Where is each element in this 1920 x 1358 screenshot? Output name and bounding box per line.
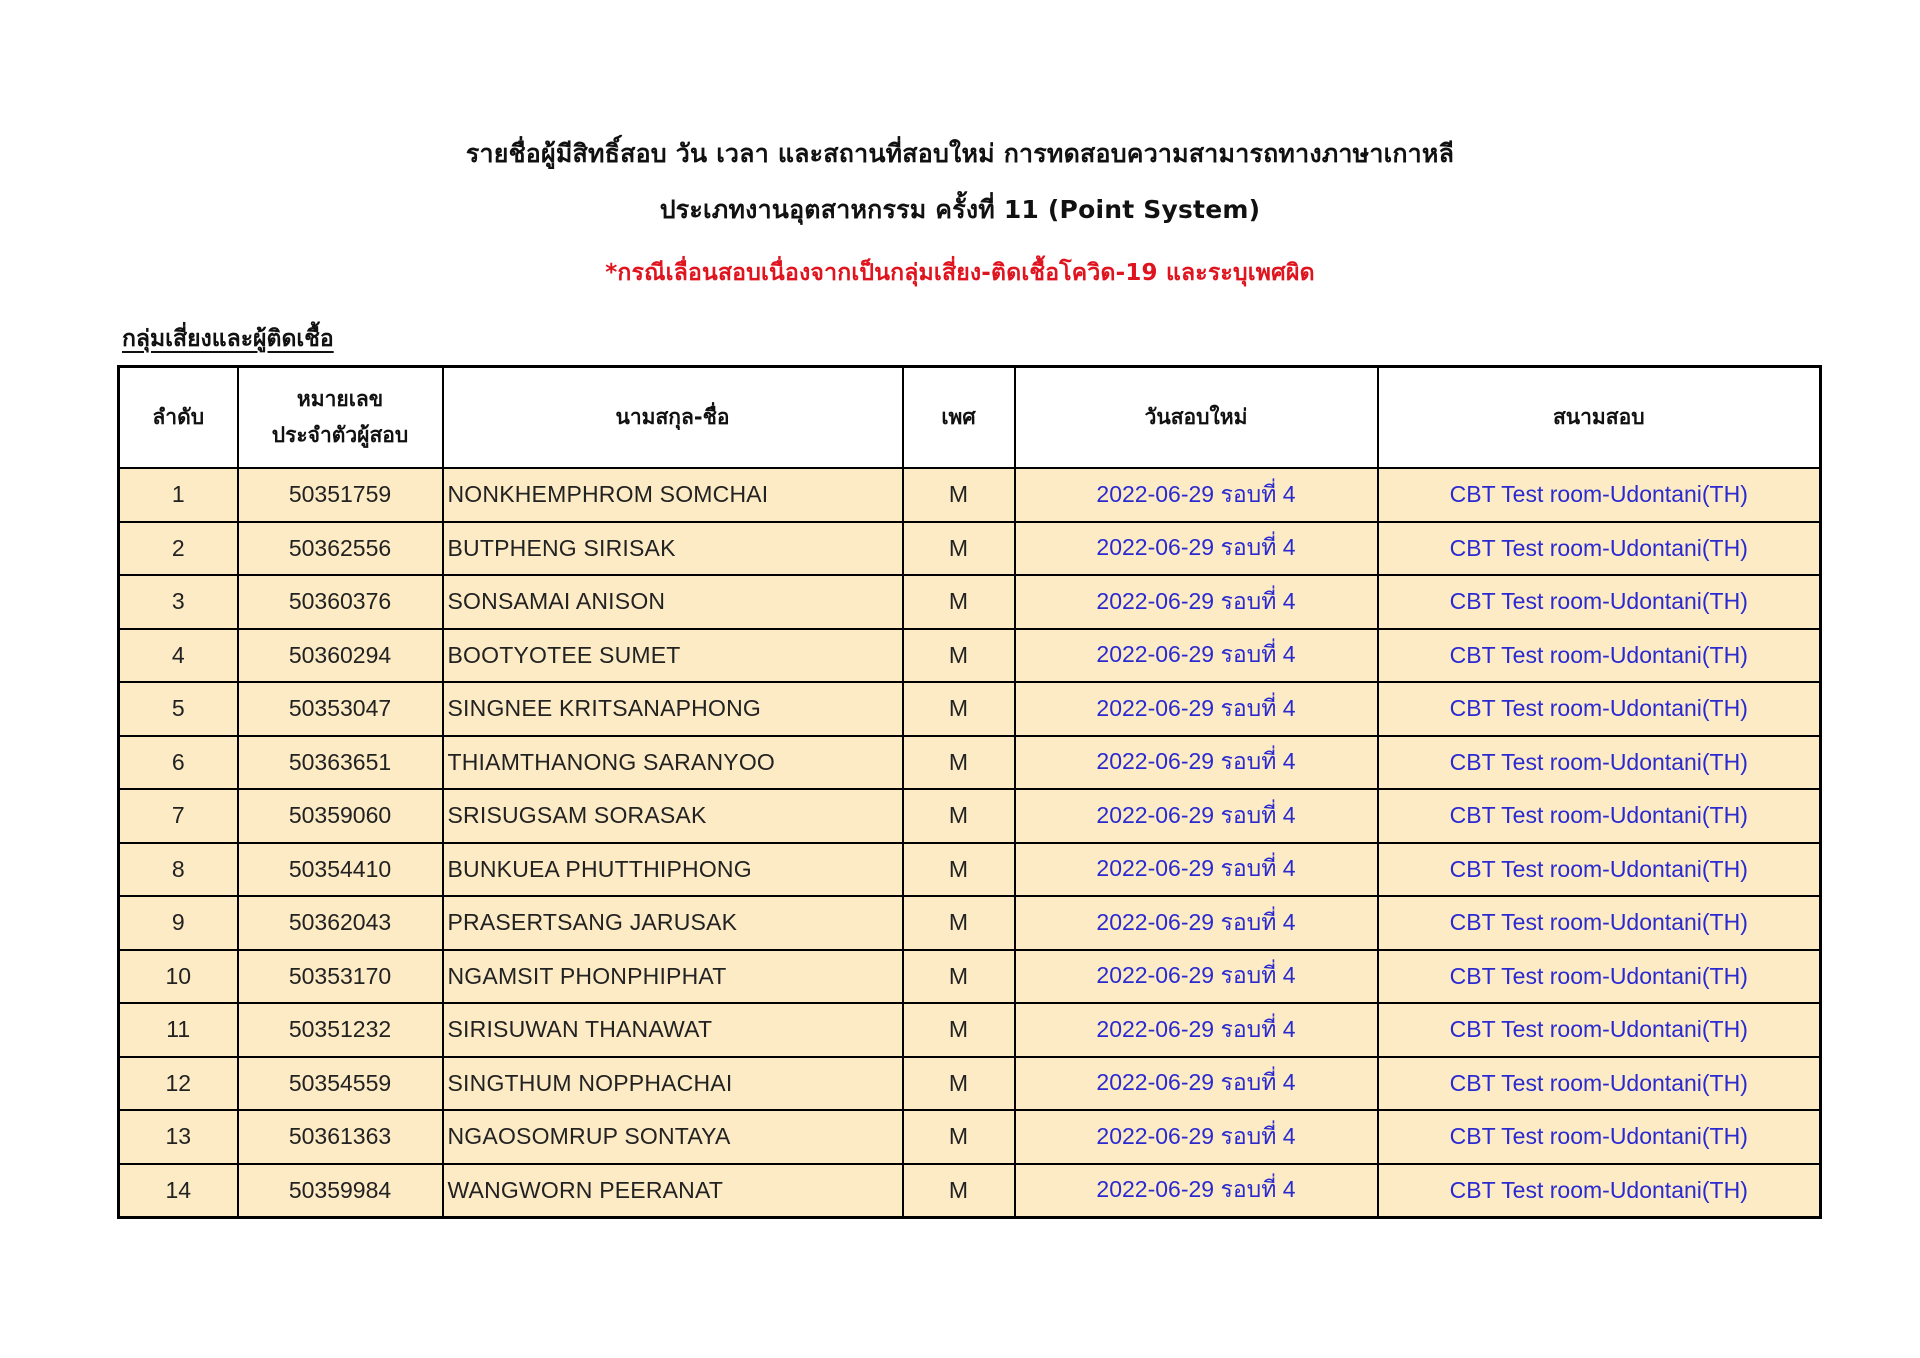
group-label: กลุ่มเสี่ยงและผู้ติดเชื้อ (122, 326, 334, 352)
table-row (119, 789, 1821, 843)
col-header-new-date: วันสอบใหม่ (1015, 367, 1378, 469)
cell-sex: M (903, 896, 1015, 950)
cell-name: SONSAMAI ANISON (443, 575, 903, 629)
cell-candidate-id: 50363651 (238, 736, 443, 790)
cell-name: SIRISUWAN THANAWAT (443, 1003, 903, 1057)
col-header-candidate-id (238, 367, 443, 469)
cell-new-date: 2022-06-29 รอบที่ 4 (1015, 575, 1378, 629)
cell-new-date: 2022-06-29 รอบที่ 4 (1015, 468, 1378, 522)
cell-sex: M (903, 736, 1015, 790)
cell-candidate-id: 50359060 (238, 789, 443, 843)
cell-new-date: 2022-06-29 รอบที่ 4 (1015, 629, 1378, 683)
cell-no: 4 (119, 629, 238, 683)
cell-new-date: 2022-06-29 รอบที่ 4 (1015, 843, 1378, 897)
cell-no: 2 (119, 522, 238, 576)
cell-new-date: 2022-06-29 รอบที่ 4 (1015, 1164, 1378, 1218)
cell-name: NGAMSIT PHONPHIPHAT (443, 950, 903, 1004)
cell-sex: M (903, 1164, 1015, 1218)
cell-venue: CBT Test room-Udontani(TH) (1378, 1110, 1821, 1164)
cell-venue: CBT Test room-Udontani(TH) (1378, 789, 1821, 843)
cell-venue: CBT Test room-Udontani(TH) (1378, 896, 1821, 950)
cell-candidate-id: 50353170 (238, 950, 443, 1004)
cell-new-date: 2022-06-29 รอบที่ 4 (1015, 896, 1378, 950)
cell-new-date: 2022-06-29 รอบที่ 4 (1015, 522, 1378, 576)
cell-name: NONKHEMPHROM SOMCHAI (443, 468, 903, 522)
cell-sex: M (903, 789, 1015, 843)
cell-candidate-id: 50361363 (238, 1110, 443, 1164)
table-row (119, 1164, 1821, 1218)
cell-venue: CBT Test room-Udontani(TH) (1378, 736, 1821, 790)
cell-name: BUTPHENG SIRISAK (443, 522, 903, 576)
cell-candidate-id: 50354410 (238, 843, 443, 897)
cell-no: 6 (119, 736, 238, 790)
col-header-venue: สนามสอบ (1378, 367, 1821, 469)
cell-name: SRISUGSAM SORASAK (443, 789, 903, 843)
cell-name: THIAMTHANONG SARANYOO (443, 736, 903, 790)
cell-new-date: 2022-06-29 รอบที่ 4 (1015, 1003, 1378, 1057)
cell-venue: CBT Test room-Udontani(TH) (1378, 522, 1821, 576)
cell-no: 11 (119, 1003, 238, 1057)
table-header-row (119, 367, 1821, 469)
table-row (119, 1003, 1821, 1057)
cell-venue: CBT Test room-Udontani(TH) (1378, 468, 1821, 522)
candidate-table (117, 365, 1822, 1219)
cell-venue: CBT Test room-Udontani(TH) (1378, 575, 1821, 629)
table-row (119, 682, 1821, 736)
cell-candidate-id: 50362043 (238, 896, 443, 950)
cell-new-date: 2022-06-29 รอบที่ 4 (1015, 1057, 1378, 1111)
cell-venue: CBT Test room-Udontani(TH) (1378, 950, 1821, 1004)
table-row (119, 629, 1821, 683)
cell-no: 10 (119, 950, 238, 1004)
cell-no: 14 (119, 1164, 238, 1218)
cell-name: PRASERTSANG JARUSAK (443, 896, 903, 950)
cell-venue: CBT Test room-Udontani(TH) (1378, 1057, 1821, 1111)
cell-sex: M (903, 1057, 1015, 1111)
postponement-note: *กรณีเลื่อนสอบเนื่องจากเป็นกลุ่มเสี่ยง-ติดเชื้อโควิด-19 และระบุเพศผิด (605, 260, 1315, 286)
cell-sex: M (903, 629, 1015, 683)
col-header-no: ลำดับ (119, 367, 238, 469)
cell-candidate-id: 50351759 (238, 468, 443, 522)
col-header-sex: เพศ (903, 367, 1015, 469)
cell-new-date: 2022-06-29 รอบที่ 4 (1015, 682, 1378, 736)
cell-name: NGAOSOMRUP SONTAYA (443, 1110, 903, 1164)
cell-sex: M (903, 575, 1015, 629)
cell-no: 7 (119, 789, 238, 843)
cell-no: 12 (119, 1057, 238, 1111)
cell-sex: M (903, 468, 1015, 522)
cell-candidate-id: 50351232 (238, 1003, 443, 1057)
cell-sex: M (903, 1003, 1015, 1057)
cell-venue: CBT Test room-Udontani(TH) (1378, 1164, 1821, 1218)
cell-venue: CBT Test room-Udontani(TH) (1378, 1003, 1821, 1057)
page-title: รายชื่อผู้มีสิทธิ์สอบ วัน เวลา และสถานที่สอบใหม่ การทดสอบความสามารถทางภาษาเกาหลี (465, 139, 1455, 168)
cell-sex: M (903, 682, 1015, 736)
table-row (119, 575, 1821, 629)
table-row (119, 468, 1821, 522)
cell-name: SINGTHUM NOPPHACHAI (443, 1057, 903, 1111)
cell-candidate-id: 50362556 (238, 522, 443, 576)
cell-sex: M (903, 522, 1015, 576)
cell-new-date: 2022-06-29 รอบที่ 4 (1015, 789, 1378, 843)
cell-venue: CBT Test room-Udontani(TH) (1378, 629, 1821, 683)
table-body (119, 468, 1821, 1217)
cell-venue: CBT Test room-Udontani(TH) (1378, 682, 1821, 736)
table-row (119, 1057, 1821, 1111)
cell-candidate-id: 50360376 (238, 575, 443, 629)
cell-candidate-id: 50353047 (238, 682, 443, 736)
cell-sex: M (903, 950, 1015, 1004)
cell-no: 5 (119, 682, 238, 736)
cell-new-date: 2022-06-29 รอบที่ 4 (1015, 736, 1378, 790)
col-header-name: นามสกุล-ชื่อ (443, 367, 903, 469)
col-header-id-line1: หมายเลข (296, 386, 384, 411)
cell-candidate-id: 50359984 (238, 1164, 443, 1218)
col-header-id-line2: ประจำตัวผู้สอบ (271, 422, 409, 447)
cell-name: BUNKUEA PHUTTHIPHONG (443, 843, 903, 897)
table-row (119, 736, 1821, 790)
cell-no: 1 (119, 468, 238, 522)
table-row (119, 843, 1821, 897)
table-row (119, 522, 1821, 576)
cell-no: 13 (119, 1110, 238, 1164)
table-row (119, 896, 1821, 950)
cell-sex: M (903, 1110, 1015, 1164)
cell-name: BOOTYOTEE SUMET (443, 629, 903, 683)
cell-no: 9 (119, 896, 238, 950)
cell-no: 3 (119, 575, 238, 629)
cell-name: WANGWORN PEERANAT (443, 1164, 903, 1218)
cell-new-date: 2022-06-29 รอบที่ 4 (1015, 950, 1378, 1004)
cell-candidate-id: 50360294 (238, 629, 443, 683)
cell-sex: M (903, 843, 1015, 897)
cell-new-date: 2022-06-29 รอบที่ 4 (1015, 1110, 1378, 1164)
cell-no: 8 (119, 843, 238, 897)
page-subtitle: ประเภทงานอุตสาหกรรม ครั้งที่ 11 (Point System) (659, 195, 1261, 224)
cell-candidate-id: 50354559 (238, 1057, 443, 1111)
cell-name: SINGNEE KRITSANAPHONG (443, 682, 903, 736)
table-row (119, 950, 1821, 1004)
cell-venue: CBT Test room-Udontani(TH) (1378, 843, 1821, 897)
table-row (119, 1110, 1821, 1164)
